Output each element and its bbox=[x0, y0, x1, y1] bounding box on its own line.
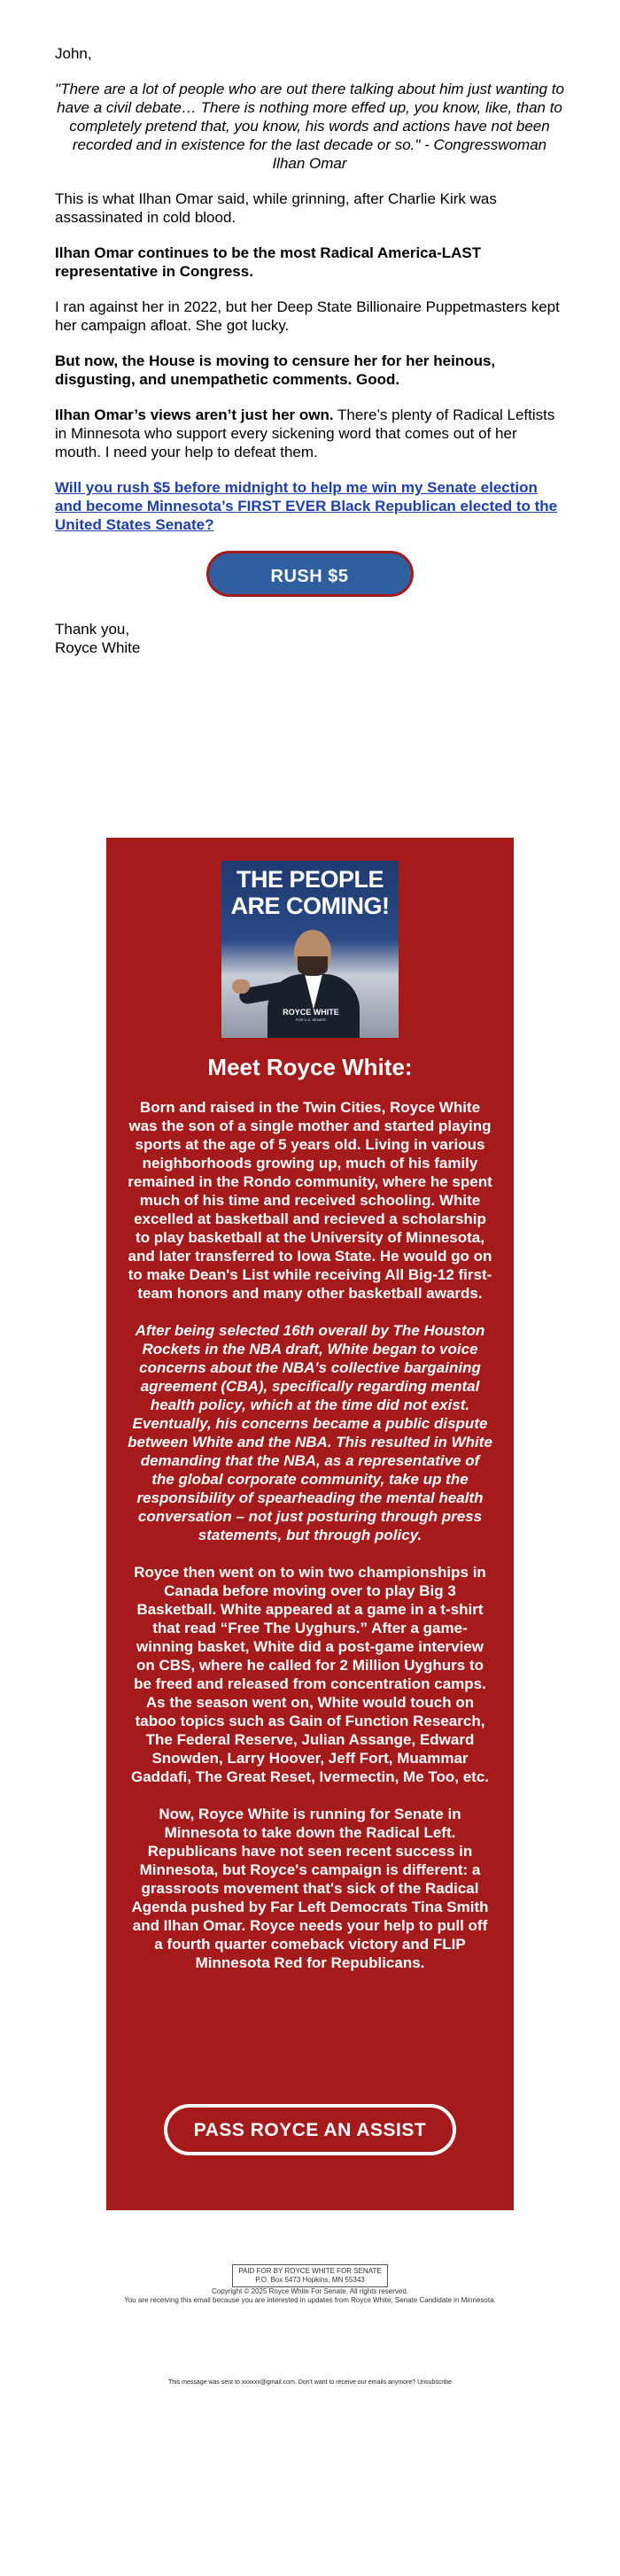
copyright-text: Copyright © 2025 Royce White For Senate, All rights reserved. bbox=[212, 2287, 408, 2295]
bio-paragraph-2: After being selected 16th overall by The Houston Rockets in the NBA draft, White began to voice concerns about the NBA's collective bargaining agreement (CBA), specifically regarding mental health policy, which at the time did not exist. Eventually, his concerns became a public dispute between White and the NBA. This resulted in White demanding that the NBA, as a representative of the global corporate community, take up the responsibility of spearheading the mental health conversation – not just posturing through press statements, but through policy. bbox=[128, 1322, 492, 1543]
omar-quote: "There are a lot of people who are out there talking about him just wanting to have a civil debate… There is nothing more effed up, you know, like, than to completely pretend that, you know, his words and actions have not been recorded and in existence for the last decade or so." - Congresswoman Ilhan Omar bbox=[55, 81, 564, 172]
rush-button-row bbox=[55, 551, 564, 597]
pass-assist-button[interactable]: PASS ROYCE AN ASSIST bbox=[164, 2104, 456, 2155]
poster-figure-hand bbox=[232, 979, 250, 994]
bio-text bbox=[128, 1098, 492, 1991]
po-box-line: P.O. Box 5473 Hopkins, MN 55343 bbox=[255, 2276, 365, 2284]
rush-5-button[interactable]: RUSH $5 bbox=[206, 551, 414, 597]
paragraph-5-rest: There’s plenty of Radical Leftists in Minnesota who support every sickening word that comes out of her mouth. I need your help to defeat them. bbox=[55, 406, 555, 460]
paragraph-5 bbox=[55, 406, 564, 461]
paragraph-2: Ilhan Omar continues to be the most Radical America-LAST representative in Congress. bbox=[55, 244, 482, 280]
greeting: John, bbox=[55, 45, 92, 62]
email-body bbox=[55, 44, 564, 657]
poster-logo: ROYCE WHITE bbox=[283, 1008, 339, 1017]
bio-paragraph-3: Royce then went on to win two championships in Canada before moving over to play Big 3 Basketball. White appeared at a game in a t-shirt that read “Free The Uyghurs.” After a game-winning basket, White did a post-game interview on CBS, where he called for 2 Million Uyghurs to be freed and released from concentration camps. As the season went on, White would touch on taboo topics such as Gain of Function Research, The Federal Reserve, Julian Assange, Edward Snowden, Larry Hoover, Jeff Fort, Muammar Gaddafi, The Great Reset, Ivermectin, Me Too, etc. bbox=[130, 1564, 489, 1785]
paid-for-box bbox=[232, 2264, 387, 2287]
paragraph-1: This is what Ilhan Omar said, while grinning, after Charlie Kirk was assassinated in cold blood. bbox=[55, 190, 497, 226]
cta-paragraph bbox=[55, 478, 564, 534]
poster-title: THE PEOPLE ARE COMING! bbox=[230, 866, 390, 919]
unsubscribe-line[interactable]: This message was sent to xxxxxx@gmail.com. Don't want to receive our emails anymore? Unsubscribe bbox=[167, 2379, 453, 2386]
campaign-poster-image[interactable] bbox=[221, 861, 399, 1038]
paragraph-4: But now, the House is moving to censure her for her heinous, disgusting, and unempathetic comments. Good. bbox=[55, 352, 496, 388]
poster-figure-beard bbox=[298, 956, 328, 976]
meet-heading: Meet Royce White: bbox=[207, 1054, 413, 1080]
paid-for-line: PAID FOR BY ROYCE WHITE FOR SENATE bbox=[238, 2267, 382, 2275]
signoff bbox=[55, 620, 564, 657]
meet-royce-card bbox=[106, 838, 514, 2210]
signature: Royce White bbox=[55, 639, 141, 656]
paragraph-5-bold: Ilhan Omar’s views aren’t just her own. bbox=[55, 406, 334, 423]
thanks-text: Thank you, bbox=[55, 621, 130, 638]
receiving-reason-text: You are receiving this email because you are interested in updates from Royce White, Senate Candidate in Minnesota. bbox=[124, 2296, 496, 2304]
bio-paragraph-4: Now, Royce White is running for Senate in Minnesota to take down the Radical Left. Republicans have not seen recent success in Minnesota, but Royce's campaign is different: a grassroots movement that's sick of the Radical Agenda pushed by Far Left Democrats Tina Smith and Ilhan Omar. Royce needs your help to pull off a fourth quarter comeback victory and FLIP Minnesota Red for Republicans. bbox=[131, 1806, 489, 1971]
paragraph-3: I ran against her in 2022, but her Deep State Billionaire Puppetmasters kept her campaign afloat. She got lucky. bbox=[55, 298, 560, 334]
bio-paragraph-1: Born and raised in the Twin Cities, Royce White was the son of a single mother and started playing sports at the age of 5 years old. Living in various neighborhoods growing up, much of his family remained in the Rondo community, where he spent much of his time and received schooling. White excelled at basketball and recieved a scholarship to play basketball at the University of Minnesota, and later transferred to Iowa State. He would go on to make Dean's List while receiving All Big-12 first-team honors and many other basketball awards. bbox=[128, 1099, 492, 1302]
donate-link[interactable]: Will you rush $5 before midnight to help me win my Senate election and become Minnesota’s FIRST EVER Black Republican elected to the United States Senate? bbox=[55, 479, 558, 533]
email-footer bbox=[0, 2264, 620, 2305]
poster-subtitle: FOR U.S. SENATE bbox=[295, 1017, 327, 1022]
